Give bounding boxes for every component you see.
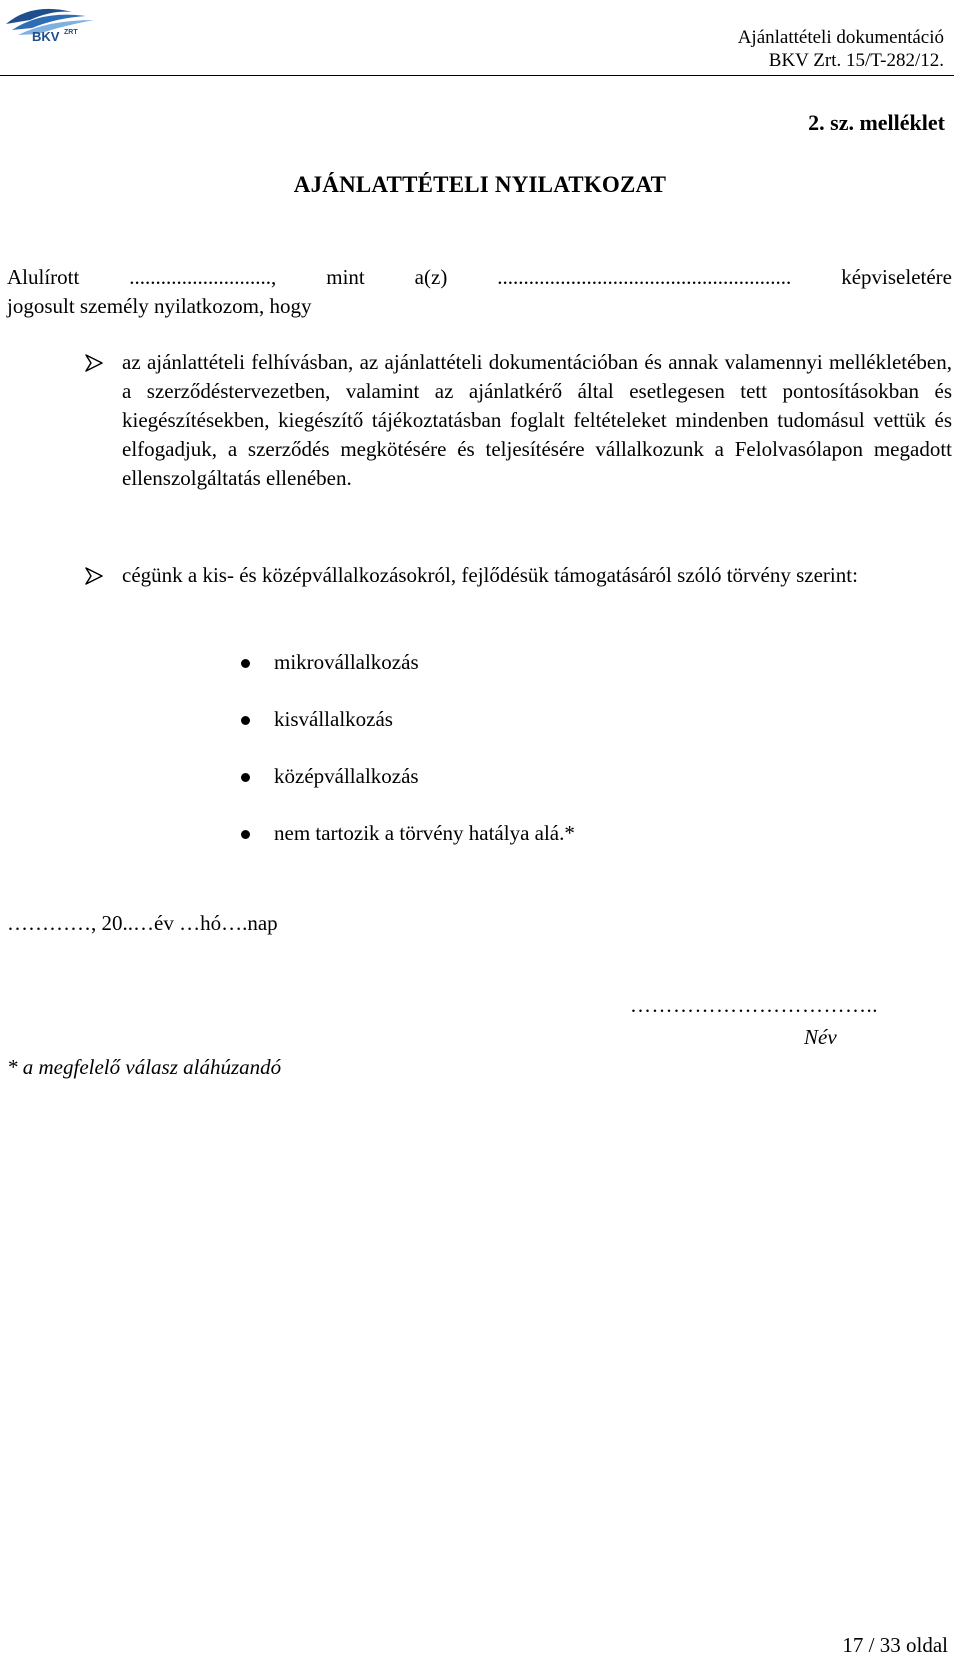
option-item[interactable] xyxy=(226,819,575,876)
signature-name-label: Név xyxy=(804,1025,837,1049)
declaration-item xyxy=(122,561,952,590)
arrow-bullet-icon xyxy=(84,352,104,372)
declaration-item-text: cégünk a kis- és középvállalkozásokról, fejlődésük támogatásáról szóló törvény szerint: xyxy=(122,563,858,587)
option-label: mikrovállalkozás xyxy=(274,650,419,674)
header-doc-ref: BKV Zrt. 15/T-282/12. xyxy=(768,50,944,71)
option-item[interactable] xyxy=(226,762,575,819)
bullet-dot-icon xyxy=(241,830,250,839)
bullet-dot-icon xyxy=(241,659,250,668)
option-label: középvállalkozás xyxy=(274,764,419,788)
arrow-bullet-icon xyxy=(84,565,104,585)
date-line: …………, 20..…év …hó….nap xyxy=(7,911,278,935)
option-label: kisvállalkozás xyxy=(274,707,393,731)
intro-line-1: Alulírott ..........................., mint a(z) ........................................................ képviseletére xyxy=(7,265,952,289)
bullet-dot-icon xyxy=(241,716,250,725)
intro-line-2: jogosult személy nyilatkozom, hogy xyxy=(7,294,312,318)
option-label: nem tartozik a törvény hatálya alá.* xyxy=(274,821,575,845)
svg-text:ZRT: ZRT xyxy=(64,29,78,36)
intro-paragraph xyxy=(7,263,952,321)
bkv-logo xyxy=(2,4,119,46)
annex-label: 2. sz. melléklet xyxy=(808,110,945,135)
option-item[interactable] xyxy=(226,705,575,762)
option-item[interactable] xyxy=(226,648,575,705)
page-number: 17 / 33 oldal xyxy=(842,1633,948,1657)
signature-line: …………………………….. xyxy=(630,993,878,1017)
header-divider xyxy=(0,75,954,76)
footnote: * a megfelelő válasz aláhúzandó xyxy=(7,1055,282,1079)
declaration-item-text: az ajánlattételi felhívásban, az ajánlattételi dokumentációban és annak valamennyi mellékletében, a szerződéstervezetben, valamint az ajánlatkérő által esetlegesen tett pontosításokban és kiegészítésekben, kiegészítő tájékoztatásban foglalt feltételeket mindenben tudomásul vettük és elfogadjuk, a szerződés megkötésére és teljesítésére vállalkozunk a Felolvasólapon megadott ellenszolgáltatás ellenében. xyxy=(122,350,952,490)
declaration-item xyxy=(122,348,952,493)
bullet-dot-icon xyxy=(241,773,250,782)
header-document-info xyxy=(738,26,944,72)
enterprise-size-options xyxy=(226,648,575,876)
logo-text: BKV xyxy=(32,29,60,44)
header-doc-name: Ajánlattételi dokumentáció xyxy=(737,27,944,48)
page-title: AJÁNLATTÉTELI NYILATKOZAT xyxy=(293,172,667,197)
